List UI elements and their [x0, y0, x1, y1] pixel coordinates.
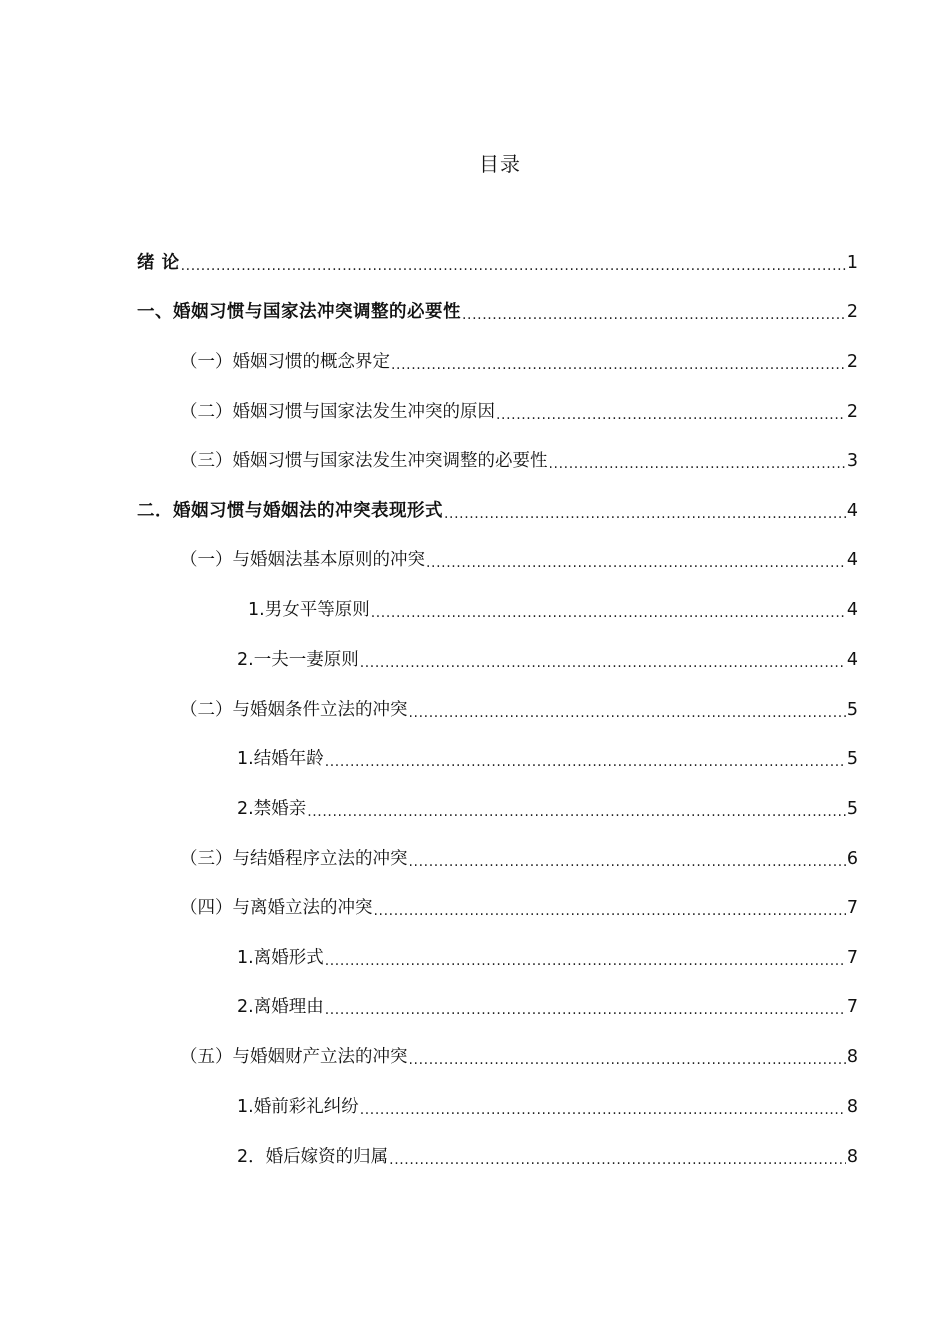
toc-entry[interactable]	[180, 696, 858, 724]
dot-leader	[181, 255, 846, 277]
toc-page-number: 7	[846, 997, 858, 1017]
toc-entry[interactable]	[180, 845, 858, 873]
dot-leader	[409, 702, 846, 724]
toc-page-number: 7	[846, 948, 858, 968]
toc-entry-text: （五）与婚姻财产立法的冲突	[180, 1047, 408, 1067]
toc-entry[interactable]	[137, 249, 858, 277]
toc-entry-text: （三）婚姻习惯与国家法发生冲突调整的必要性	[180, 451, 548, 471]
toc-entry-text: 2．婚后嫁资的归属	[237, 1147, 389, 1167]
toc-page-number: 4	[846, 501, 858, 521]
toc-page-number: 4	[846, 600, 858, 620]
toc-entry[interactable]	[180, 546, 858, 574]
toc-entry[interactable]	[180, 348, 858, 376]
toc-entry[interactable]	[237, 993, 858, 1021]
toc-entry[interactable]	[180, 398, 858, 426]
toc-page-number: 8	[846, 1097, 858, 1117]
toc-entry[interactable]	[180, 1043, 858, 1071]
toc-entry-text: 1.婚前彩礼纠纷	[237, 1097, 359, 1117]
toc-entry[interactable]	[237, 944, 858, 972]
toc-page-number: 6	[846, 849, 858, 869]
toc-entry[interactable]	[137, 298, 858, 326]
dot-leader	[409, 851, 846, 873]
toc-entry[interactable]	[237, 1143, 858, 1171]
toc-page-number: 4	[846, 550, 858, 570]
dot-leader	[409, 1049, 846, 1071]
dot-leader	[374, 900, 846, 922]
toc-entry-text: （二）与婚姻条件立法的冲突	[180, 700, 408, 720]
toc-page-number: 2	[846, 302, 858, 322]
dot-leader	[389, 1149, 846, 1171]
dot-leader	[462, 304, 846, 326]
toc-entry[interactable]	[237, 795, 858, 823]
toc-entry-text: 2.禁婚亲	[237, 799, 307, 819]
dot-leader	[426, 552, 846, 574]
toc-entry-text: （二）婚姻习惯与国家法发生冲突的原因	[180, 402, 495, 422]
dot-leader	[360, 1099, 846, 1121]
toc-page-number: 5	[846, 700, 858, 720]
dot-leader	[444, 503, 846, 525]
toc-page-number: 1	[846, 253, 858, 273]
toc-entry-text: 绪 论	[137, 253, 180, 273]
toc-page-number: 7	[846, 898, 858, 918]
toc-entry[interactable]	[180, 447, 858, 475]
toc-entry-text: （一）婚姻习惯的概念界定	[180, 352, 390, 372]
dot-leader	[307, 801, 846, 823]
dot-leader	[325, 999, 846, 1021]
toc-entry[interactable]	[180, 894, 858, 922]
toc-entry-text: 2.一夫一妻原则	[237, 650, 359, 670]
toc-page-number: 8	[846, 1147, 858, 1167]
dot-leader	[360, 652, 846, 674]
toc-entry[interactable]	[237, 646, 858, 674]
toc-page-number: 5	[846, 749, 858, 769]
toc-entry[interactable]	[248, 596, 858, 624]
toc-title: 目录	[479, 152, 521, 176]
toc-entry-text: 1.离婚形式	[237, 948, 324, 968]
dot-leader	[549, 453, 846, 475]
toc-page-number: 2	[846, 352, 858, 372]
toc-page-number: 5	[846, 799, 858, 819]
toc-entry[interactable]	[137, 497, 858, 525]
toc-entry-text: （三）与结婚程序立法的冲突	[180, 849, 408, 869]
toc-entry-text: （一）与婚姻法基本原则的冲突	[180, 550, 425, 570]
toc-page-number: 2	[846, 402, 858, 422]
toc-page-number: 3	[846, 451, 858, 471]
toc-entry-text: 1.结婚年龄	[237, 749, 324, 769]
toc-entry[interactable]	[237, 745, 858, 773]
dot-leader	[371, 602, 846, 624]
toc-page-number: 8	[846, 1047, 858, 1067]
toc-entry-text: 2.离婚理由	[237, 997, 324, 1017]
toc-entry[interactable]	[237, 1093, 858, 1121]
dot-leader	[325, 950, 846, 972]
dot-leader	[325, 751, 846, 773]
toc-entry-text: 1.男女平等原则	[248, 600, 370, 620]
toc-entry-text: 二．婚姻习惯与婚姻法的冲突表现形式	[137, 501, 443, 521]
toc-entry-text: （四）与离婚立法的冲突	[180, 898, 373, 918]
toc-entry-text: 一、婚姻习惯与国家法冲突调整的必要性	[137, 302, 461, 322]
dot-leader	[496, 404, 846, 426]
dot-leader	[391, 354, 846, 376]
toc-page-number: 4	[846, 650, 858, 670]
